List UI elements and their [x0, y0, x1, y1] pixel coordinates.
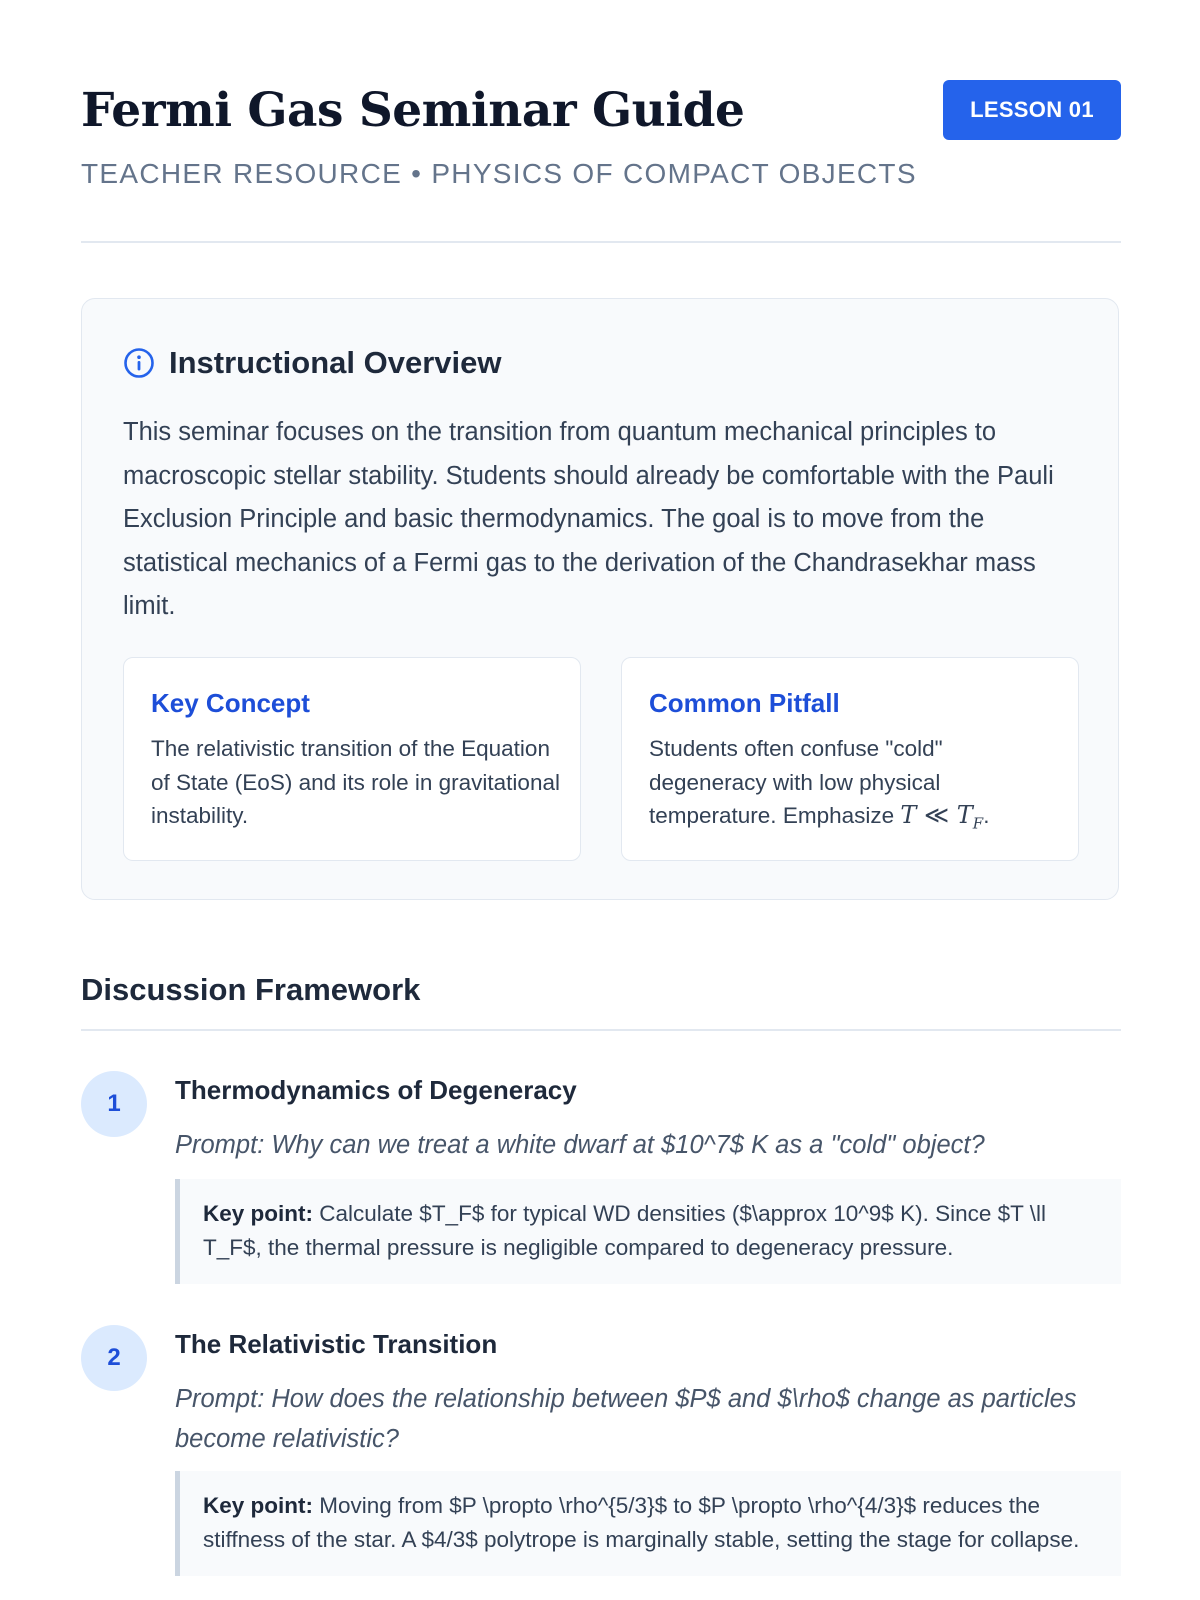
overview-body: This seminar focuses on the transition from quantum mechanical principles to macroscopic stellar stability. Students should already be comfortable with the Pauli Exclusion Principle and basic thermodynamics. The goal is to move from the statistical mechanics of a Fermi gas to the derivation of the Chandrasekhar mass limit.: [123, 418, 1054, 620]
overview-title: Instructional Overview: [169, 345, 502, 380]
instructional-overview-panel: [81, 298, 1119, 900]
discussion-item-title: Thermodynamics of Degeneracy: [175, 1075, 577, 1105]
discussion-item: [81, 1071, 1121, 1286]
lesson-badge: LESSON 01: [943, 80, 1121, 140]
discussion-prompt: Prompt: Why can we treat a white dwarf at $10^7$ K as a "cold" object?: [175, 1131, 985, 1159]
pitfall-text: Students often confuse "cold" degeneracy with low physical temperature. Emphasize: [649, 736, 943, 828]
step-number-badge: 1: [81, 1071, 147, 1137]
math-subscript-f: F: [972, 814, 984, 833]
math-much-less-than: ≪: [916, 801, 957, 829]
discussion-framework-title: Discussion Framework: [81, 972, 421, 1007]
key-point-callout: [175, 1179, 1121, 1284]
overview-heading: [123, 343, 502, 383]
math-fermi-temperature: T: [956, 801, 973, 829]
info-icon: [123, 347, 155, 379]
key-point-callout: [175, 1471, 1121, 1576]
common-pitfall-title: Common Pitfall: [649, 688, 840, 718]
common-pitfall-text: [649, 732, 1059, 841]
section-divider: [81, 1029, 1121, 1031]
discussion-prompt: Prompt: How does the relationship between $P$ and $\rho$ change as particles become relativistic?: [175, 1385, 1077, 1453]
page-subtitle: TEACHER RESOURCE • PHYSICS OF COMPACT OBJECTS: [81, 158, 917, 189]
key-point-text: Moving from $P \propto \rho^{5/3}$ to $P \propto \rho^{4/3}$ reduces the stiffness of the star. A $4/3$ polytrope is marginally stable, setting the stage for collapse.: [203, 1493, 1080, 1552]
math-temperature: T: [900, 801, 917, 829]
pitfall-text-end: .: [983, 803, 990, 828]
key-point-label: Key point:: [203, 1201, 313, 1226]
key-point-label: Key point:: [203, 1493, 313, 1518]
key-concept-text: The relativistic transition of the Equation of State (EoS) and its role in gravitational instability.: [151, 736, 560, 828]
discussion-item-title: The Relativistic Transition: [175, 1329, 498, 1359]
key-point-text: Calculate $T_F$ for typical WD densities ($\approx 10^9$ K). Since $T \ll T_F$, the thermal pressure is negligible compared to degeneracy pressure.: [203, 1201, 1046, 1260]
key-concept-title: Key Concept: [151, 688, 310, 718]
discussion-item: [81, 1325, 1121, 1600]
page-title: Fermi Gas Seminar Guide: [81, 83, 745, 138]
header-divider: [81, 241, 1121, 243]
common-pitfall-card: [621, 657, 1079, 861]
key-concept-card: [123, 657, 581, 861]
step-number-badge: 2: [81, 1325, 147, 1391]
header: [81, 78, 1121, 190]
